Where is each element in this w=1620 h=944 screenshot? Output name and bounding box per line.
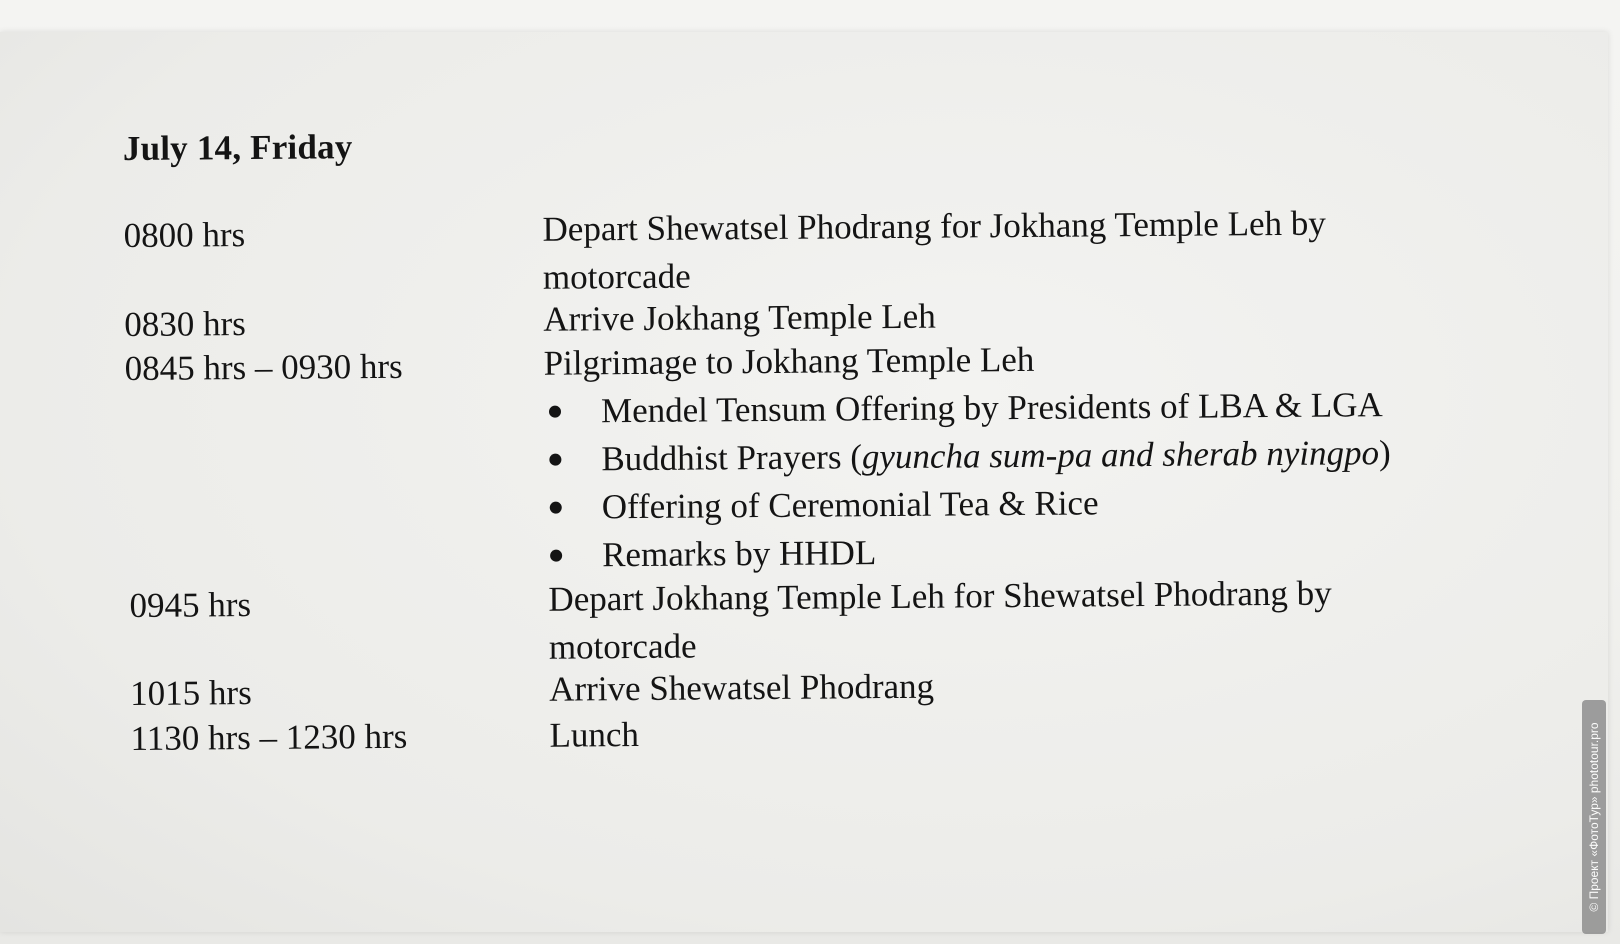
event-arrive-jokhang: Arrive Jokhang Temple Leh <box>543 296 936 339</box>
day-heading: July 14, Friday <box>122 127 353 169</box>
bullet-text-italic: gyuncha sum-pa and sherab nyingpo <box>861 433 1380 477</box>
bullet-text: Mendel Tensum Offering by Presidents of LBA & LGA <box>600 385 1383 431</box>
event-arrive-shewatsel: Arrive Shewatsel Phodrang <box>549 666 935 709</box>
time-1130-1230: 1130 hrs – 1230 hrs <box>130 716 408 758</box>
list-item <box>549 433 1391 480</box>
list-item <box>550 533 876 576</box>
bullet-text: Offering of Ceremonial Tea & Rice <box>601 483 1099 527</box>
event-depart-shewatsel: Depart Shewatsel Phodrang for Jokhang Temple Leh by motorcade <box>542 203 1326 297</box>
list-item <box>550 483 1099 527</box>
bullet-icon <box>550 550 562 562</box>
list-item <box>549 385 1383 432</box>
bullet-icon <box>550 502 562 514</box>
watermark-text: © Проект «ФотоТур» phototour.pro <box>1587 722 1601 912</box>
watermark-badge <box>1582 700 1606 934</box>
bullet-icon <box>549 454 561 466</box>
paper-sheet <box>0 32 1608 932</box>
bullet-text: Remarks by HHDL <box>601 533 877 575</box>
bullet-text-suffix: ) <box>1378 433 1391 473</box>
event-depart-jokhang: Depart Jokhang Temple Leh for Shewatsel Phodrang by motorcade <box>548 573 1332 667</box>
time-0800: 0800 hrs <box>123 215 246 256</box>
event-lunch: Lunch <box>549 715 640 755</box>
time-0830: 0830 hrs <box>124 304 246 345</box>
time-1015: 1015 hrs <box>130 673 252 713</box>
bullet-icon <box>549 406 561 418</box>
time-0845-0930: 0845 hrs – 0930 hrs <box>124 346 403 389</box>
event-pilgrimage: Pilgrimage to Jokhang Temple Leh <box>543 339 1035 383</box>
time-0945: 0945 hrs <box>129 585 252 625</box>
bullet-text-prefix: Buddhist Prayers ( <box>601 437 863 479</box>
itinerary-document <box>0 19 1615 932</box>
